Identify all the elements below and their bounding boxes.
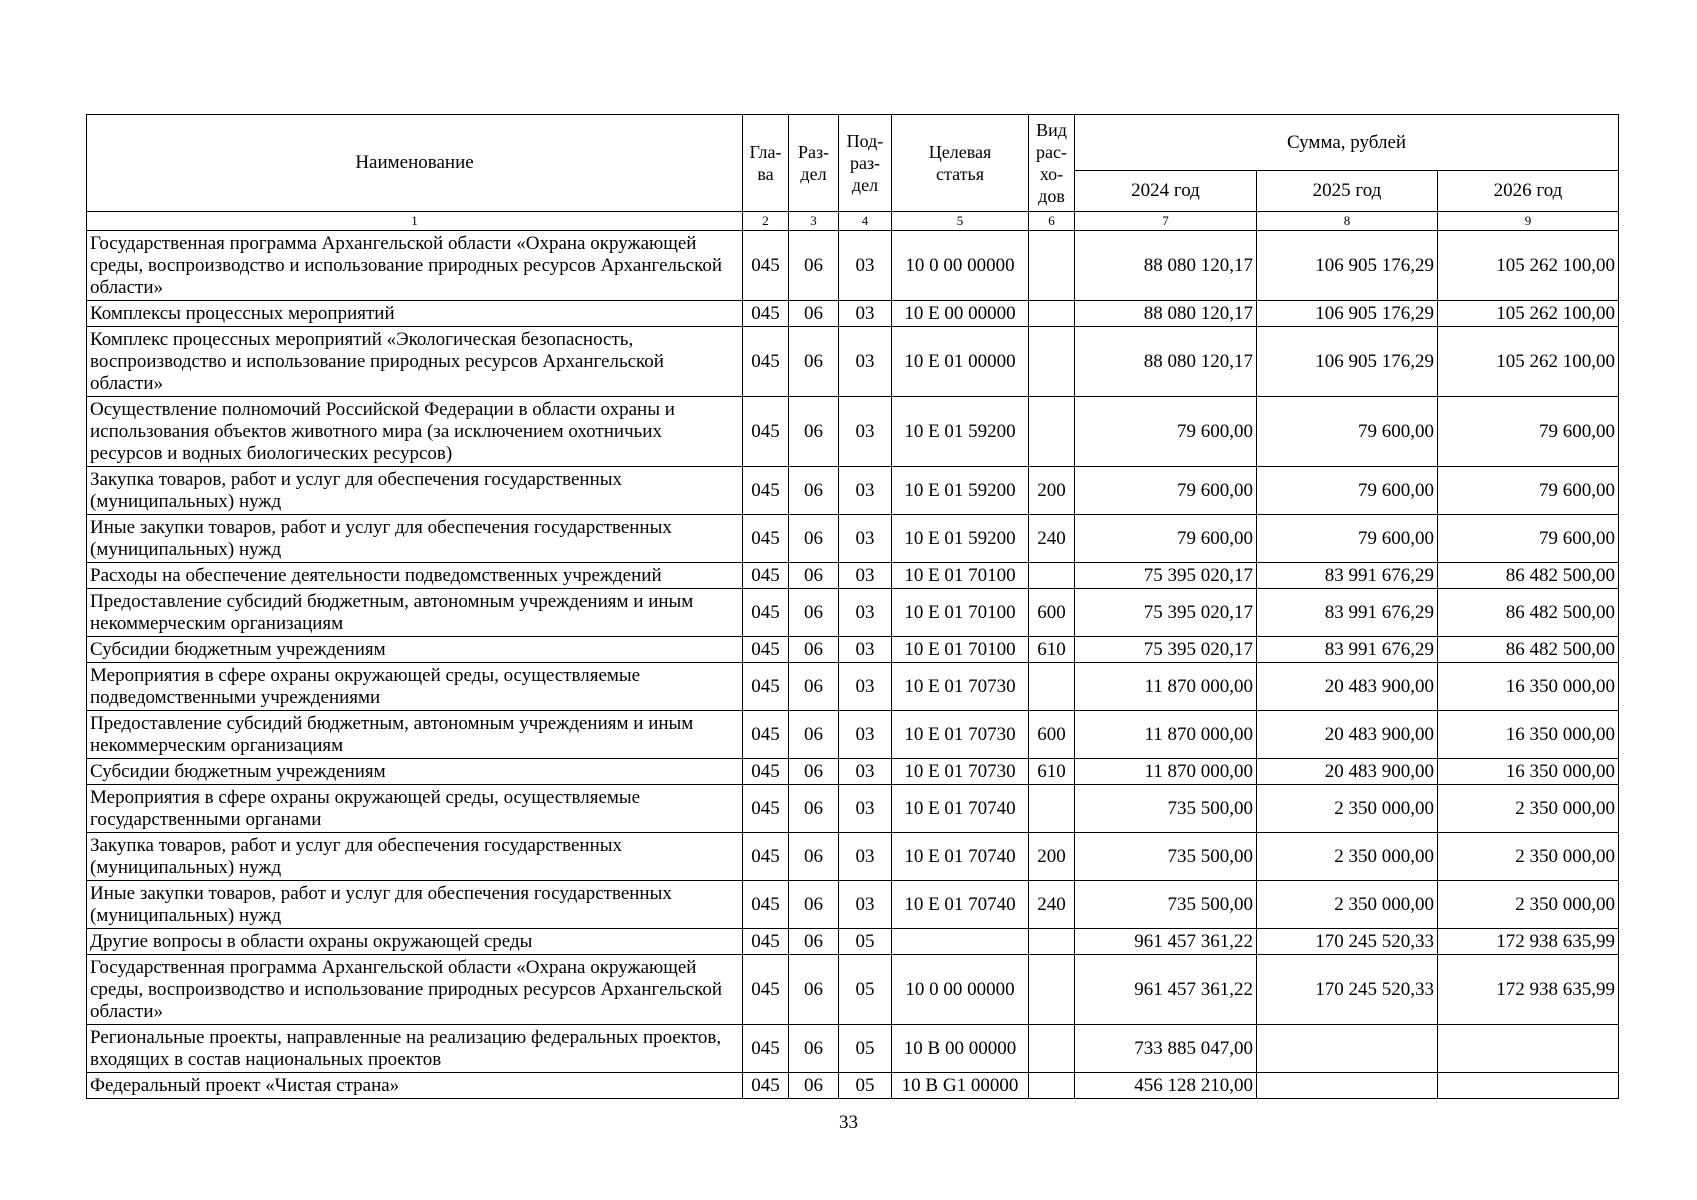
row-razdel: 06: [789, 1073, 839, 1099]
row-glava: 045: [743, 785, 789, 833]
row-target-article: 10 В G1 00000: [892, 1073, 1029, 1099]
row-podrazdel: 03: [839, 231, 892, 301]
row-glava: 045: [743, 833, 789, 881]
budget-table: [86, 114, 1619, 1099]
row-podrazdel: 03: [839, 711, 892, 759]
header-razdel: Раз- дел: [789, 115, 839, 212]
row-expense-type: 200: [1029, 833, 1075, 881]
row-target-article: 10 Е 01 70730: [892, 663, 1029, 711]
row-podrazdel: 03: [839, 515, 892, 563]
table-row: [87, 467, 1619, 515]
row-name: Другие вопросы в области охраны окружающей среды: [87, 929, 743, 955]
row-name: Мероприятия в сфере охраны окружающей среды, осуществляемые государственными органами: [87, 785, 743, 833]
row-sum-2024: 961 457 361,22: [1075, 929, 1257, 955]
row-podrazdel: 05: [839, 1025, 892, 1073]
row-sum-2026: 16 350 000,00: [1438, 759, 1619, 785]
row-target-article: 10 Е 01 70100: [892, 637, 1029, 663]
row-sum-2026: 2 350 000,00: [1438, 833, 1619, 881]
row-sum-2026: 172 938 635,99: [1438, 929, 1619, 955]
row-sum-2025: 106 905 176,29: [1257, 327, 1438, 397]
row-target-article: 10 В 00 00000: [892, 1025, 1029, 1073]
row-razdel: 06: [789, 589, 839, 637]
table-row: [87, 833, 1619, 881]
row-podrazdel: 05: [839, 955, 892, 1025]
row-razdel: 06: [789, 833, 839, 881]
header-name: Наименование: [87, 115, 743, 212]
header-year-2025: 2025 год: [1257, 171, 1438, 212]
row-razdel: 06: [789, 1025, 839, 1073]
row-target-article: 10 Е 01 59200: [892, 515, 1029, 563]
row-glava: 045: [743, 881, 789, 929]
row-target-article: 10 Е 00 00000: [892, 301, 1029, 327]
row-name: Субсидии бюджетным учреждениям: [87, 637, 743, 663]
row-podrazdel: 05: [839, 1073, 892, 1099]
table-row: [87, 563, 1619, 589]
row-target-article: 10 Е 01 70100: [892, 563, 1029, 589]
row-podrazdel: 03: [839, 327, 892, 397]
row-expense-type: [1029, 1025, 1075, 1073]
row-expense-type: [1029, 327, 1075, 397]
row-sum-2024: 75 395 020,17: [1075, 563, 1257, 589]
row-name: Закупка товаров, работ и услуг для обеспечения государственных (муниципальных) нужд: [87, 467, 743, 515]
row-name: Комплекс процессных мероприятий «Экологическая безопасность, воспроизводство и использование природных ресурсов Архангельской области»: [87, 327, 743, 397]
row-sum-2026: 16 350 000,00: [1438, 663, 1619, 711]
row-razdel: 06: [789, 563, 839, 589]
row-sum-2026: [1438, 1025, 1619, 1073]
row-sum-2024: 75 395 020,17: [1075, 637, 1257, 663]
row-sum-2025: 2 350 000,00: [1257, 833, 1438, 881]
row-sum-2024: 75 395 020,17: [1075, 589, 1257, 637]
row-sum-2026: 105 262 100,00: [1438, 301, 1619, 327]
table-row: [87, 397, 1619, 467]
header-glava: Гла- ва: [743, 115, 789, 212]
row-expense-type: 610: [1029, 637, 1075, 663]
table-row: [87, 929, 1619, 955]
row-glava: 045: [743, 637, 789, 663]
row-name: Предоставление субсидий бюджетным, автономным учреждениям и иным некоммерческим организациям: [87, 589, 743, 637]
row-target-article: 10 Е 01 70740: [892, 785, 1029, 833]
table-row: [87, 231, 1619, 301]
row-sum-2024: 88 080 120,17: [1075, 327, 1257, 397]
row-name: Предоставление субсидий бюджетным, автономным учреждениям и иным некоммерческим организациям: [87, 711, 743, 759]
row-sum-2024: 11 870 000,00: [1075, 663, 1257, 711]
row-glava: 045: [743, 467, 789, 515]
row-expense-type: 240: [1029, 515, 1075, 563]
row-razdel: 06: [789, 515, 839, 563]
row-razdel: 06: [789, 881, 839, 929]
row-glava: 045: [743, 663, 789, 711]
row-sum-2026: 86 482 500,00: [1438, 563, 1619, 589]
row-expense-type: 600: [1029, 589, 1075, 637]
row-expense-type: [1029, 397, 1075, 467]
row-glava: 045: [743, 1073, 789, 1099]
row-target-article: 10 Е 01 00000: [892, 327, 1029, 397]
row-target-article: 10 Е 01 70730: [892, 759, 1029, 785]
row-name: Иные закупки товаров, работ и услуг для обеспечения государственных (муниципальных) нужд: [87, 881, 743, 929]
row-sum-2025: 79 600,00: [1257, 467, 1438, 515]
column-number-9: 9: [1438, 212, 1619, 231]
row-razdel: 06: [789, 759, 839, 785]
row-sum-2026: 16 350 000,00: [1438, 711, 1619, 759]
row-glava: 045: [743, 563, 789, 589]
row-glava: 045: [743, 929, 789, 955]
row-sum-2024: 735 500,00: [1075, 833, 1257, 881]
row-name: Иные закупки товаров, работ и услуг для обеспечения государственных (муниципальных) нужд: [87, 515, 743, 563]
row-sum-2024: 88 080 120,17: [1075, 231, 1257, 301]
row-podrazdel: 03: [839, 397, 892, 467]
header-year-2024: 2024 год: [1075, 171, 1257, 212]
row-razdel: 06: [789, 231, 839, 301]
row-sum-2024: 79 600,00: [1075, 515, 1257, 563]
row-sum-2026: [1438, 1073, 1619, 1099]
row-glava: 045: [743, 589, 789, 637]
row-podrazdel: 03: [839, 467, 892, 515]
row-name: Государственная программа Архангельской области «Охрана окружающей среды, воспроизводство и использование природных ресурсов Архангельской области»: [87, 231, 743, 301]
row-sum-2026: 2 350 000,00: [1438, 785, 1619, 833]
header-year-2026: 2026 год: [1438, 171, 1619, 212]
row-sum-2024: 11 870 000,00: [1075, 711, 1257, 759]
row-podrazdel: 03: [839, 785, 892, 833]
row-sum-2025: 2 350 000,00: [1257, 881, 1438, 929]
page-number: 33: [839, 1112, 858, 1133]
table-row: [87, 637, 1619, 663]
row-sum-2024: 735 500,00: [1075, 785, 1257, 833]
row-sum-2024: 733 885 047,00: [1075, 1025, 1257, 1073]
row-target-article: 10 0 00 00000: [892, 231, 1029, 301]
row-expense-type: [1029, 1073, 1075, 1099]
table-row: [87, 327, 1619, 397]
column-number-1: 1: [87, 212, 743, 231]
row-razdel: 06: [789, 397, 839, 467]
row-name: Субсидии бюджетным учреждениям: [87, 759, 743, 785]
row-glava: 045: [743, 327, 789, 397]
row-sum-2025: 83 991 676,29: [1257, 563, 1438, 589]
row-name: Государственная программа Архангельской области «Охрана окружающей среды, воспроизводство и использование природных ресурсов Архангельской области»: [87, 955, 743, 1025]
table-row: [87, 711, 1619, 759]
row-podrazdel: 03: [839, 637, 892, 663]
row-sum-2024: 961 457 361,22: [1075, 955, 1257, 1025]
row-glava: 045: [743, 515, 789, 563]
row-sum-2025: 20 483 900,00: [1257, 759, 1438, 785]
row-glava: 045: [743, 759, 789, 785]
row-sum-2025: 170 245 520,33: [1257, 929, 1438, 955]
row-expense-type: 240: [1029, 881, 1075, 929]
row-sum-2025: 106 905 176,29: [1257, 301, 1438, 327]
row-target-article: 10 Е 01 70740: [892, 833, 1029, 881]
row-sum-2025: [1257, 1073, 1438, 1099]
row-expense-type: [1029, 663, 1075, 711]
row-sum-2024: 456 128 210,00: [1075, 1073, 1257, 1099]
column-number-4: 4: [839, 212, 892, 231]
header-podrazdel: Под- раз- дел: [839, 115, 892, 212]
row-razdel: 06: [789, 929, 839, 955]
table-body: [87, 231, 1619, 1099]
row-name: Комплексы процессных мероприятий: [87, 301, 743, 327]
row-razdel: 06: [789, 467, 839, 515]
header-sum: Сумма, рублей: [1075, 115, 1619, 171]
row-sum-2026: 86 482 500,00: [1438, 589, 1619, 637]
row-razdel: 06: [789, 637, 839, 663]
column-number-3: 3: [789, 212, 839, 231]
row-sum-2025: 20 483 900,00: [1257, 711, 1438, 759]
row-name: Региональные проекты, направленные на реализацию федеральных проектов, входящих в состав национальных проектов: [87, 1025, 743, 1073]
row-razdel: 06: [789, 663, 839, 711]
row-glava: 045: [743, 955, 789, 1025]
header-target-article: Целевая статья: [892, 115, 1029, 212]
table-row: [87, 589, 1619, 637]
row-glava: 045: [743, 231, 789, 301]
row-glava: 045: [743, 711, 789, 759]
row-podrazdel: 03: [839, 881, 892, 929]
row-sum-2026: 105 262 100,00: [1438, 231, 1619, 301]
table-row: [87, 955, 1619, 1025]
header-expense-type: Вид рас- хо- дов: [1029, 115, 1075, 212]
row-razdel: 06: [789, 327, 839, 397]
row-sum-2025: 83 991 676,29: [1257, 589, 1438, 637]
column-number-7: 7: [1075, 212, 1257, 231]
table-row: [87, 1073, 1619, 1099]
row-target-article: 10 0 00 00000: [892, 955, 1029, 1025]
row-target-article: 10 Е 01 70100: [892, 589, 1029, 637]
row-razdel: 06: [789, 711, 839, 759]
row-expense-type: 600: [1029, 711, 1075, 759]
row-target-article: 10 Е 01 59200: [892, 397, 1029, 467]
row-razdel: 06: [789, 301, 839, 327]
row-sum-2026: 79 600,00: [1438, 397, 1619, 467]
row-expense-type: [1029, 563, 1075, 589]
row-sum-2024: 88 080 120,17: [1075, 301, 1257, 327]
column-number-8: 8: [1257, 212, 1438, 231]
row-expense-type: 200: [1029, 467, 1075, 515]
row-target-article: 10 Е 01 70730: [892, 711, 1029, 759]
row-name: Мероприятия в сфере охраны окружающей среды, осуществляемые подведомственными учреждениями: [87, 663, 743, 711]
row-sum-2026: 105 262 100,00: [1438, 327, 1619, 397]
row-sum-2026: 172 938 635,99: [1438, 955, 1619, 1025]
row-sum-2025: 83 991 676,29: [1257, 637, 1438, 663]
row-sum-2025: 106 905 176,29: [1257, 231, 1438, 301]
row-glava: 045: [743, 301, 789, 327]
row-podrazdel: 03: [839, 663, 892, 711]
table-row: [87, 785, 1619, 833]
table-row: [87, 663, 1619, 711]
column-number-6: 6: [1029, 212, 1075, 231]
row-sum-2025: 2 350 000,00: [1257, 785, 1438, 833]
table-row: [87, 301, 1619, 327]
row-sum-2026: 79 600,00: [1438, 467, 1619, 515]
row-sum-2026: 79 600,00: [1438, 515, 1619, 563]
row-podrazdel: 05: [839, 929, 892, 955]
row-sum-2025: [1257, 1025, 1438, 1073]
row-sum-2024: 79 600,00: [1075, 467, 1257, 515]
table-row: [87, 759, 1619, 785]
row-expense-type: 610: [1029, 759, 1075, 785]
row-sum-2026: 2 350 000,00: [1438, 881, 1619, 929]
row-sum-2025: 79 600,00: [1257, 515, 1438, 563]
row-podrazdel: 03: [839, 589, 892, 637]
table-row: [87, 881, 1619, 929]
row-expense-type: [1029, 929, 1075, 955]
row-podrazdel: 03: [839, 833, 892, 881]
row-name: Федеральный проект «Чистая страна»: [87, 1073, 743, 1099]
row-sum-2025: 79 600,00: [1257, 397, 1438, 467]
row-name: Осуществление полномочий Российской Федерации в области охраны и использования объектов животного мира (за исключением охотничьих ресурсов и водных биологических ресурсов): [87, 397, 743, 467]
row-podrazdel: 03: [839, 759, 892, 785]
row-glava: 045: [743, 397, 789, 467]
column-number-5: 5: [892, 212, 1029, 231]
row-name: Закупка товаров, работ и услуг для обеспечения государственных (муниципальных) нужд: [87, 833, 743, 881]
row-sum-2025: 170 245 520,33: [1257, 955, 1438, 1025]
row-expense-type: [1029, 231, 1075, 301]
column-number-2: 2: [743, 212, 789, 231]
row-sum-2024: 79 600,00: [1075, 397, 1257, 467]
row-expense-type: [1029, 301, 1075, 327]
row-target-article: 10 Е 01 59200: [892, 467, 1029, 515]
row-razdel: 06: [789, 955, 839, 1025]
row-expense-type: [1029, 955, 1075, 1025]
row-target-article: 10 Е 01 70740: [892, 881, 1029, 929]
row-sum-2024: 11 870 000,00: [1075, 759, 1257, 785]
row-glava: 045: [743, 1025, 789, 1073]
row-target-article: [892, 929, 1029, 955]
row-sum-2024: 735 500,00: [1075, 881, 1257, 929]
row-name: Расходы на обеспечение деятельности подведомственных учреждений: [87, 563, 743, 589]
row-podrazdel: 03: [839, 563, 892, 589]
row-sum-2026: 86 482 500,00: [1438, 637, 1619, 663]
row-razdel: 06: [789, 785, 839, 833]
column-number-row: [87, 212, 1619, 231]
row-sum-2025: 20 483 900,00: [1257, 663, 1438, 711]
row-podrazdel: 03: [839, 301, 892, 327]
table-row: [87, 515, 1619, 563]
row-expense-type: [1029, 785, 1075, 833]
table-row: [87, 1025, 1619, 1073]
